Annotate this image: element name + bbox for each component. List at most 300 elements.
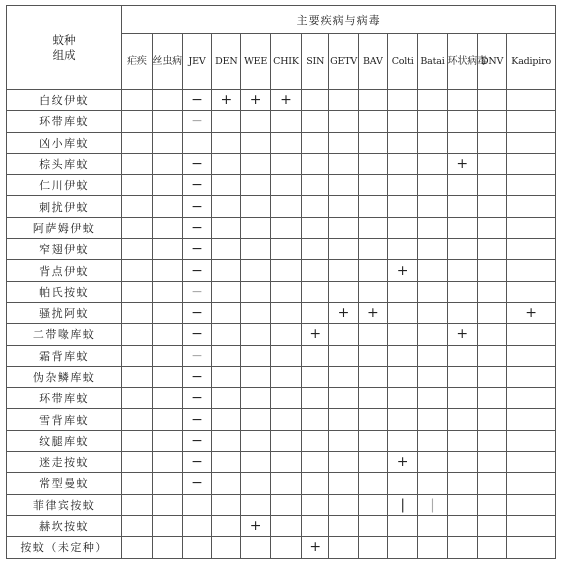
result-cell bbox=[507, 324, 556, 345]
result-cell: + bbox=[212, 90, 241, 111]
result-cell bbox=[329, 494, 358, 515]
result-cell bbox=[302, 196, 329, 217]
result-cell bbox=[270, 132, 301, 153]
table-row bbox=[7, 366, 556, 387]
table-row bbox=[7, 132, 556, 153]
result-cell bbox=[302, 281, 329, 302]
species-cell: 阿萨姆伊蚊 bbox=[7, 217, 122, 238]
result-cell bbox=[241, 452, 270, 473]
result-cell bbox=[507, 388, 556, 409]
result-cell: − bbox=[182, 452, 211, 473]
result-cell bbox=[302, 260, 329, 281]
result-cell bbox=[477, 366, 506, 387]
result-cell bbox=[507, 494, 556, 515]
result-cell bbox=[388, 388, 418, 409]
result-cell bbox=[241, 132, 270, 153]
result-cell bbox=[329, 452, 358, 473]
result-cell bbox=[302, 452, 329, 473]
result-cell bbox=[507, 175, 556, 196]
result-cell: − bbox=[182, 281, 211, 302]
table-row bbox=[7, 175, 556, 196]
table-row bbox=[7, 409, 556, 430]
result-cell bbox=[122, 153, 152, 174]
result-cell bbox=[418, 90, 447, 111]
result-cell bbox=[122, 409, 152, 430]
result-cell bbox=[122, 345, 152, 366]
result-cell bbox=[507, 345, 556, 366]
result-cell bbox=[388, 430, 418, 451]
result-cell: − bbox=[182, 345, 211, 366]
result-cell bbox=[388, 217, 418, 238]
result-cell bbox=[418, 111, 447, 132]
result-cell bbox=[302, 515, 329, 536]
result-cell bbox=[270, 366, 301, 387]
result-cell bbox=[388, 111, 418, 132]
result-cell bbox=[182, 515, 211, 536]
result-cell bbox=[270, 302, 301, 323]
species-cell: 骚扰阿蚊 bbox=[7, 302, 122, 323]
species-cell: 常型曼蚊 bbox=[7, 473, 122, 494]
result-cell: + bbox=[447, 324, 477, 345]
result-cell bbox=[302, 409, 329, 430]
result-cell: + bbox=[388, 452, 418, 473]
result-cell bbox=[212, 239, 241, 260]
result-cell bbox=[302, 111, 329, 132]
column-header: Colti bbox=[388, 34, 418, 90]
result-cell bbox=[329, 217, 358, 238]
column-header: Batai bbox=[418, 34, 447, 90]
result-cell bbox=[270, 153, 301, 174]
result-cell bbox=[358, 239, 387, 260]
table-row bbox=[7, 494, 556, 515]
result-cell bbox=[212, 452, 241, 473]
result-cell bbox=[241, 537, 270, 558]
result-cell bbox=[507, 430, 556, 451]
result-cell bbox=[447, 281, 477, 302]
result-cell bbox=[122, 111, 152, 132]
column-header: CHIK bbox=[270, 34, 301, 90]
result-cell bbox=[447, 260, 477, 281]
result-cell bbox=[212, 473, 241, 494]
result-cell bbox=[270, 196, 301, 217]
result-cell bbox=[212, 217, 241, 238]
table-row bbox=[7, 388, 556, 409]
species-cell: 帕氏按蚊 bbox=[7, 281, 122, 302]
result-cell: − bbox=[182, 409, 211, 430]
column-header: Kadipiro bbox=[507, 34, 556, 90]
result-cell bbox=[212, 515, 241, 536]
result-cell bbox=[418, 302, 447, 323]
result-cell bbox=[358, 345, 387, 366]
result-cell bbox=[302, 494, 329, 515]
result-cell bbox=[302, 132, 329, 153]
species-cell: 雪背库蚊 bbox=[7, 409, 122, 430]
result-cell bbox=[447, 196, 477, 217]
result-cell bbox=[122, 281, 152, 302]
result-cell bbox=[418, 175, 447, 196]
result-cell bbox=[152, 537, 182, 558]
result-cell bbox=[241, 473, 270, 494]
result-cell bbox=[122, 388, 152, 409]
result-cell bbox=[212, 324, 241, 345]
result-cell bbox=[447, 452, 477, 473]
result-cell bbox=[122, 473, 152, 494]
column-header: SIN bbox=[302, 34, 329, 90]
result-cell bbox=[302, 239, 329, 260]
result-cell bbox=[212, 196, 241, 217]
result-cell bbox=[241, 388, 270, 409]
result-cell: − bbox=[182, 260, 211, 281]
result-cell bbox=[122, 175, 152, 196]
species-cell: 环带库蚊 bbox=[7, 111, 122, 132]
result-cell bbox=[329, 260, 358, 281]
result-cell: | bbox=[388, 494, 418, 515]
result-cell bbox=[418, 452, 447, 473]
table-body bbox=[7, 90, 556, 559]
result-cell bbox=[477, 132, 506, 153]
result-cell bbox=[388, 153, 418, 174]
result-cell bbox=[388, 175, 418, 196]
result-cell: + bbox=[270, 90, 301, 111]
result-cell bbox=[447, 175, 477, 196]
result-cell bbox=[122, 302, 152, 323]
result-cell bbox=[152, 260, 182, 281]
result-cell bbox=[477, 537, 506, 558]
table-row bbox=[7, 302, 556, 323]
result-cell bbox=[329, 153, 358, 174]
result-cell bbox=[152, 217, 182, 238]
result-cell bbox=[122, 239, 152, 260]
result-cell bbox=[447, 132, 477, 153]
result-cell bbox=[447, 473, 477, 494]
result-cell: + bbox=[241, 90, 270, 111]
result-cell bbox=[447, 366, 477, 387]
result-cell bbox=[447, 217, 477, 238]
result-cell bbox=[122, 260, 152, 281]
result-cell bbox=[507, 473, 556, 494]
result-cell bbox=[270, 388, 301, 409]
result-cell bbox=[241, 324, 270, 345]
result-cell: + bbox=[241, 515, 270, 536]
result-cell bbox=[152, 111, 182, 132]
result-cell bbox=[302, 302, 329, 323]
result-cell bbox=[358, 260, 387, 281]
result-cell bbox=[329, 388, 358, 409]
column-header: DNV bbox=[477, 34, 506, 90]
result-cell bbox=[507, 452, 556, 473]
result-cell: − bbox=[182, 388, 211, 409]
result-cell bbox=[358, 132, 387, 153]
result-cell bbox=[302, 366, 329, 387]
result-cell bbox=[270, 345, 301, 366]
result-cell bbox=[358, 473, 387, 494]
result-cell bbox=[270, 409, 301, 430]
result-cell bbox=[358, 281, 387, 302]
species-cell: 窄翅伊蚊 bbox=[7, 239, 122, 260]
result-cell bbox=[329, 366, 358, 387]
result-cell bbox=[507, 132, 556, 153]
result-cell bbox=[418, 430, 447, 451]
result-cell bbox=[418, 239, 447, 260]
result-cell: + bbox=[447, 153, 477, 174]
result-cell: − bbox=[182, 153, 211, 174]
result-cell bbox=[477, 302, 506, 323]
result-cell bbox=[270, 473, 301, 494]
result-cell: − bbox=[182, 196, 211, 217]
result-cell bbox=[418, 388, 447, 409]
result-cell bbox=[418, 537, 447, 558]
result-cell bbox=[270, 537, 301, 558]
result-cell bbox=[507, 409, 556, 430]
table-row bbox=[7, 239, 556, 260]
result-cell bbox=[270, 430, 301, 451]
result-cell bbox=[302, 175, 329, 196]
result-cell bbox=[270, 281, 301, 302]
result-cell bbox=[122, 494, 152, 515]
table-row bbox=[7, 260, 556, 281]
result-cell bbox=[152, 175, 182, 196]
result-cell bbox=[212, 494, 241, 515]
species-cell: 凶小库蚊 bbox=[7, 132, 122, 153]
result-cell bbox=[270, 452, 301, 473]
result-cell bbox=[358, 537, 387, 558]
result-cell bbox=[477, 175, 506, 196]
result-cell bbox=[477, 217, 506, 238]
result-cell bbox=[358, 430, 387, 451]
result-cell bbox=[477, 90, 506, 111]
result-cell bbox=[270, 111, 301, 132]
result-cell bbox=[388, 366, 418, 387]
result-cell bbox=[122, 515, 152, 536]
result-cell bbox=[388, 473, 418, 494]
result-cell bbox=[241, 409, 270, 430]
result-cell bbox=[507, 90, 556, 111]
result-cell bbox=[270, 239, 301, 260]
result-cell bbox=[447, 302, 477, 323]
result-cell bbox=[241, 196, 270, 217]
result-cell bbox=[418, 409, 447, 430]
result-cell bbox=[122, 430, 152, 451]
result-cell bbox=[302, 473, 329, 494]
result-cell bbox=[270, 260, 301, 281]
table-row bbox=[7, 111, 556, 132]
species-cell: 迷走按蚊 bbox=[7, 452, 122, 473]
table-row bbox=[7, 90, 556, 111]
column-header: 丝虫病 bbox=[152, 34, 182, 90]
result-cell bbox=[212, 366, 241, 387]
result-cell bbox=[241, 345, 270, 366]
result-cell bbox=[302, 90, 329, 111]
result-cell bbox=[477, 260, 506, 281]
header-row-top bbox=[7, 6, 556, 34]
result-cell bbox=[388, 537, 418, 558]
result-cell bbox=[329, 515, 358, 536]
result-cell bbox=[241, 302, 270, 323]
table-row bbox=[7, 537, 556, 558]
result-cell bbox=[447, 494, 477, 515]
result-cell bbox=[358, 409, 387, 430]
result-cell bbox=[212, 111, 241, 132]
result-cell bbox=[477, 452, 506, 473]
table-row bbox=[7, 515, 556, 536]
result-cell bbox=[122, 537, 152, 558]
result-cell bbox=[270, 217, 301, 238]
result-cell bbox=[122, 196, 152, 217]
table-row bbox=[7, 153, 556, 174]
species-cell: 赫坎按蚊 bbox=[7, 515, 122, 536]
species-cell: 霜背库蚊 bbox=[7, 345, 122, 366]
result-cell bbox=[388, 345, 418, 366]
result-cell bbox=[358, 90, 387, 111]
species-cell: 背点伊蚊 bbox=[7, 260, 122, 281]
result-cell bbox=[152, 196, 182, 217]
result-cell bbox=[477, 409, 506, 430]
result-cell bbox=[447, 239, 477, 260]
result-cell bbox=[447, 430, 477, 451]
result-cell bbox=[418, 260, 447, 281]
column-header: DEN bbox=[212, 34, 241, 90]
result-cell: − bbox=[182, 430, 211, 451]
species-cell: 伪杂鳞库蚊 bbox=[7, 366, 122, 387]
result-cell bbox=[477, 494, 506, 515]
table-row bbox=[7, 345, 556, 366]
result-cell bbox=[241, 153, 270, 174]
result-cell: − bbox=[182, 111, 211, 132]
result-cell bbox=[212, 430, 241, 451]
result-cell bbox=[358, 196, 387, 217]
result-cell bbox=[212, 260, 241, 281]
result-cell bbox=[182, 494, 211, 515]
result-cell bbox=[418, 515, 447, 536]
result-cell bbox=[418, 196, 447, 217]
table-row bbox=[7, 430, 556, 451]
species-cell: 环带库蚊 bbox=[7, 388, 122, 409]
result-cell bbox=[122, 132, 152, 153]
result-cell: + bbox=[302, 324, 329, 345]
result-cell bbox=[507, 239, 556, 260]
result-cell bbox=[152, 90, 182, 111]
result-cell bbox=[507, 217, 556, 238]
result-cell bbox=[477, 281, 506, 302]
result-cell bbox=[477, 153, 506, 174]
result-cell bbox=[329, 196, 358, 217]
result-cell bbox=[302, 217, 329, 238]
result-cell: + bbox=[388, 260, 418, 281]
result-cell bbox=[241, 260, 270, 281]
result-cell bbox=[358, 217, 387, 238]
result-cell bbox=[329, 90, 358, 111]
result-cell bbox=[241, 494, 270, 515]
result-cell bbox=[241, 175, 270, 196]
result-cell bbox=[418, 281, 447, 302]
result-cell bbox=[241, 281, 270, 302]
result-cell: + bbox=[507, 302, 556, 323]
result-cell: − bbox=[182, 239, 211, 260]
result-cell bbox=[507, 366, 556, 387]
result-cell bbox=[329, 430, 358, 451]
table-row bbox=[7, 217, 556, 238]
column-header: GETV bbox=[329, 34, 358, 90]
species-cell: 仁川伊蚊 bbox=[7, 175, 122, 196]
result-cell bbox=[212, 388, 241, 409]
result-cell bbox=[212, 409, 241, 430]
species-cell: 棕头库蚊 bbox=[7, 153, 122, 174]
result-cell bbox=[418, 324, 447, 345]
result-cell bbox=[122, 366, 152, 387]
species-cell: 白纹伊蚊 bbox=[7, 90, 122, 111]
result-cell bbox=[270, 324, 301, 345]
result-cell: − bbox=[182, 175, 211, 196]
result-cell bbox=[418, 132, 447, 153]
result-cell bbox=[212, 175, 241, 196]
result-cell bbox=[507, 281, 556, 302]
result-cell bbox=[418, 217, 447, 238]
result-cell bbox=[507, 111, 556, 132]
result-cell bbox=[477, 345, 506, 366]
column-header: 环状病毒 bbox=[447, 34, 477, 90]
corner-line-2: 组成 bbox=[52, 47, 76, 62]
result-cell bbox=[447, 409, 477, 430]
result-cell bbox=[447, 90, 477, 111]
result-cell bbox=[358, 153, 387, 174]
result-cell bbox=[329, 239, 358, 260]
result-cell: − bbox=[182, 217, 211, 238]
result-cell bbox=[152, 515, 182, 536]
result-cell bbox=[507, 515, 556, 536]
column-header: 疟疾 bbox=[122, 34, 152, 90]
table-row bbox=[7, 324, 556, 345]
result-cell bbox=[388, 515, 418, 536]
result-cell bbox=[329, 537, 358, 558]
species-cell: 刺扰伊蚊 bbox=[7, 196, 122, 217]
result-cell bbox=[152, 388, 182, 409]
result-cell bbox=[212, 281, 241, 302]
result-cell: − bbox=[182, 324, 211, 345]
result-cell bbox=[302, 388, 329, 409]
result-cell bbox=[388, 196, 418, 217]
result-cell bbox=[388, 302, 418, 323]
result-cell bbox=[122, 324, 152, 345]
result-cell bbox=[182, 132, 211, 153]
result-cell bbox=[152, 153, 182, 174]
result-cell bbox=[507, 537, 556, 558]
result-cell bbox=[241, 239, 270, 260]
result-cell bbox=[388, 281, 418, 302]
result-cell bbox=[302, 153, 329, 174]
result-cell bbox=[358, 388, 387, 409]
disease-group-header: 主要疾病与病毒 bbox=[122, 6, 556, 34]
result-cell bbox=[241, 366, 270, 387]
corner-header bbox=[7, 6, 122, 90]
species-cell: 菲律宾按蚊 bbox=[7, 494, 122, 515]
mosquito-disease-table bbox=[6, 5, 556, 559]
result-cell bbox=[388, 324, 418, 345]
result-cell: | bbox=[418, 494, 447, 515]
result-cell bbox=[122, 452, 152, 473]
result-cell bbox=[358, 111, 387, 132]
result-cell bbox=[329, 111, 358, 132]
result-cell bbox=[329, 324, 358, 345]
result-cell bbox=[329, 473, 358, 494]
result-cell bbox=[270, 515, 301, 536]
column-header: BAV bbox=[358, 34, 387, 90]
result-cell bbox=[507, 196, 556, 217]
result-cell bbox=[270, 175, 301, 196]
table-row bbox=[7, 196, 556, 217]
result-cell: + bbox=[329, 302, 358, 323]
result-cell bbox=[388, 409, 418, 430]
result-cell bbox=[122, 90, 152, 111]
